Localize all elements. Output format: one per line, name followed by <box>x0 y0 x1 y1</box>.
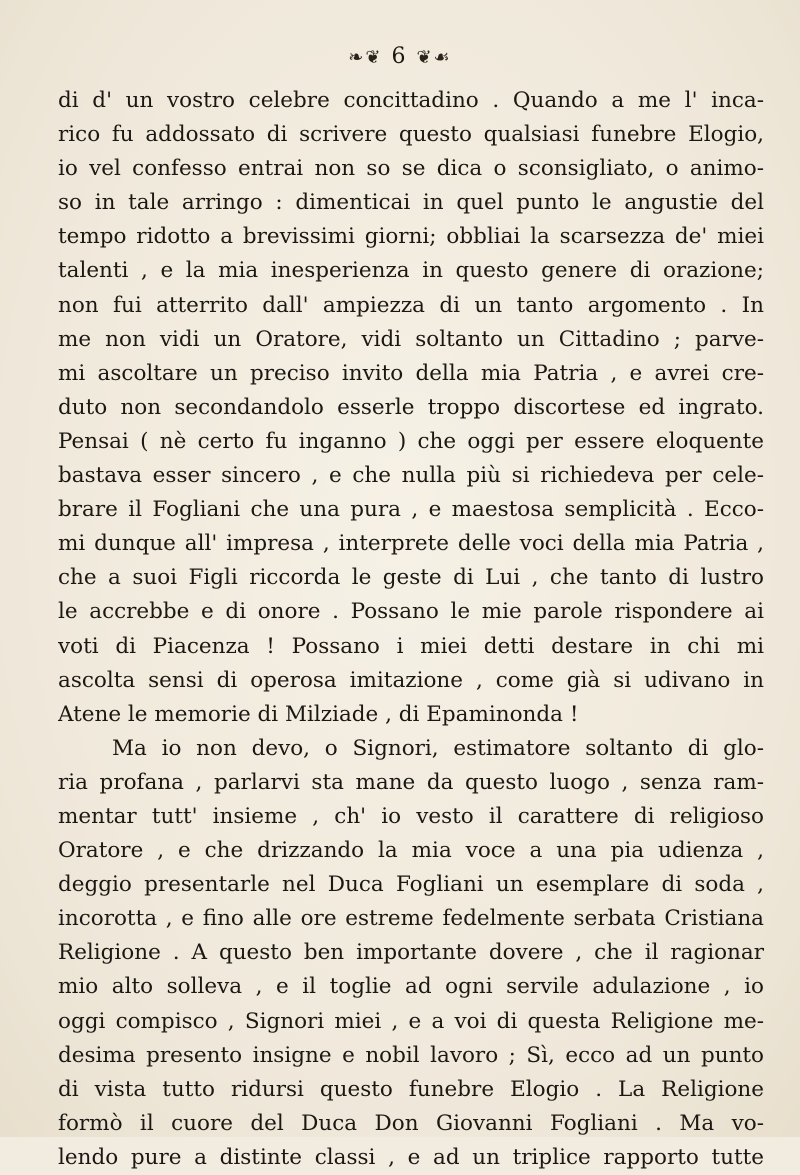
text-line: di d' un vostro celebre concittadino . Quando a me l' inca- <box>58 88 764 113</box>
text-line: Atene le memorie di Milziade , di Epaminonda ! <box>58 701 579 727</box>
ornament-right-icon: ❦☙ <box>416 47 452 68</box>
text-line: mentar tutt' insieme , ch' io vesto il carattere di religioso <box>58 803 764 829</box>
text-line: talenti , e la mia inesperienza in questo genere di orazione; <box>58 258 764 284</box>
text-line: duto non secondandolo esserle troppo discortese ed ingrato. <box>58 394 764 420</box>
text-line: deggio presentarle nel Duca Fogliani un esemplare di soda , <box>58 872 764 898</box>
text-line: che a suoi Figli riccorda le geste di Lui , che tanto di lustro <box>58 565 764 591</box>
body-text <box>58 84 764 1175</box>
text-line: formò il cuore del Duca Don Giovanni Fogliani . Ma vo- <box>58 1110 764 1136</box>
text-line: Oratore , e che drizzando la mia voce a una pia udienza , <box>58 838 764 864</box>
page-number: 6 <box>391 44 408 69</box>
text-line: tempo ridotto a brevissimi giorni; obbliai la scarsezza de' miei <box>58 224 764 250</box>
text-line: mio alto solleva , e il toglie ad ogni servile adulazione , io <box>58 974 764 1000</box>
page-header <box>0 44 800 69</box>
text-line: desima presento insigne e nobil lavoro ; Sì, ecco ad un punto <box>58 1042 764 1068</box>
text-line: bastava esser sincero , e che nulla più si richiedeva per cele- <box>58 463 764 489</box>
text-line: incorotta , e fino alle ore estreme fedelmente serbata Cristiana <box>58 906 764 932</box>
text-line: io vel confesso entrai non so se dica o sconsigliato, o animo- <box>58 156 764 182</box>
text-line: non fui atterrito dall' ampiezza di un tanto argomento . In <box>58 292 764 318</box>
text-line: le accrebbe e di onore . Possano le mie parole rispondere ai <box>58 599 764 625</box>
text-line: oggi compisco , Signori miei , e a voi di questa Religione me- <box>58 1008 764 1034</box>
text-line: rico fu addossato di scrivere questo qualsiasi funebre Elogio, <box>58 122 764 148</box>
text-line: Religione . A questo ben importante dovere , che il ragionar <box>58 940 764 966</box>
text-line: mi ascoltare un preciso invito della mia Patria , e avrei cre- <box>58 360 764 386</box>
ornament-left-icon: ❧❦ <box>348 47 383 68</box>
text-line: mi dunque all' impresa , interprete delle voci della mia Patria , <box>58 531 764 557</box>
text-line: di vista tutto ridursi questo funebre Elogio . La Religione <box>58 1076 764 1102</box>
text-line: me non vidi un Oratore, vidi soltanto un Cittadino ; parve- <box>58 326 764 352</box>
text-line: ascolta sensi di operosa imitazione , come già si udivano in <box>58 667 764 693</box>
text-line: so in tale arringo : dimenticai in quel punto le angustie del <box>58 190 764 216</box>
paragraph-start-line: Ma io non devo, o Signori, estimatore soltanto di glo- <box>112 735 764 761</box>
text-line: Pensai ( nè certo fu inganno ) che oggi per essere eloquente <box>58 428 764 454</box>
text-line: lendo pure a distinte classi , e ad un triplice rapporto tutte <box>58 1144 764 1170</box>
text-line: voti di Piacenza ! Possano i miei detti destare in chi mi <box>58 633 764 659</box>
text-line: ria profana , parlarvi sta mane da questo luogo , senza ram- <box>58 769 764 795</box>
text-line: brare il Fogliani che una pura , e maestosa semplicità . Ecco- <box>58 497 764 523</box>
